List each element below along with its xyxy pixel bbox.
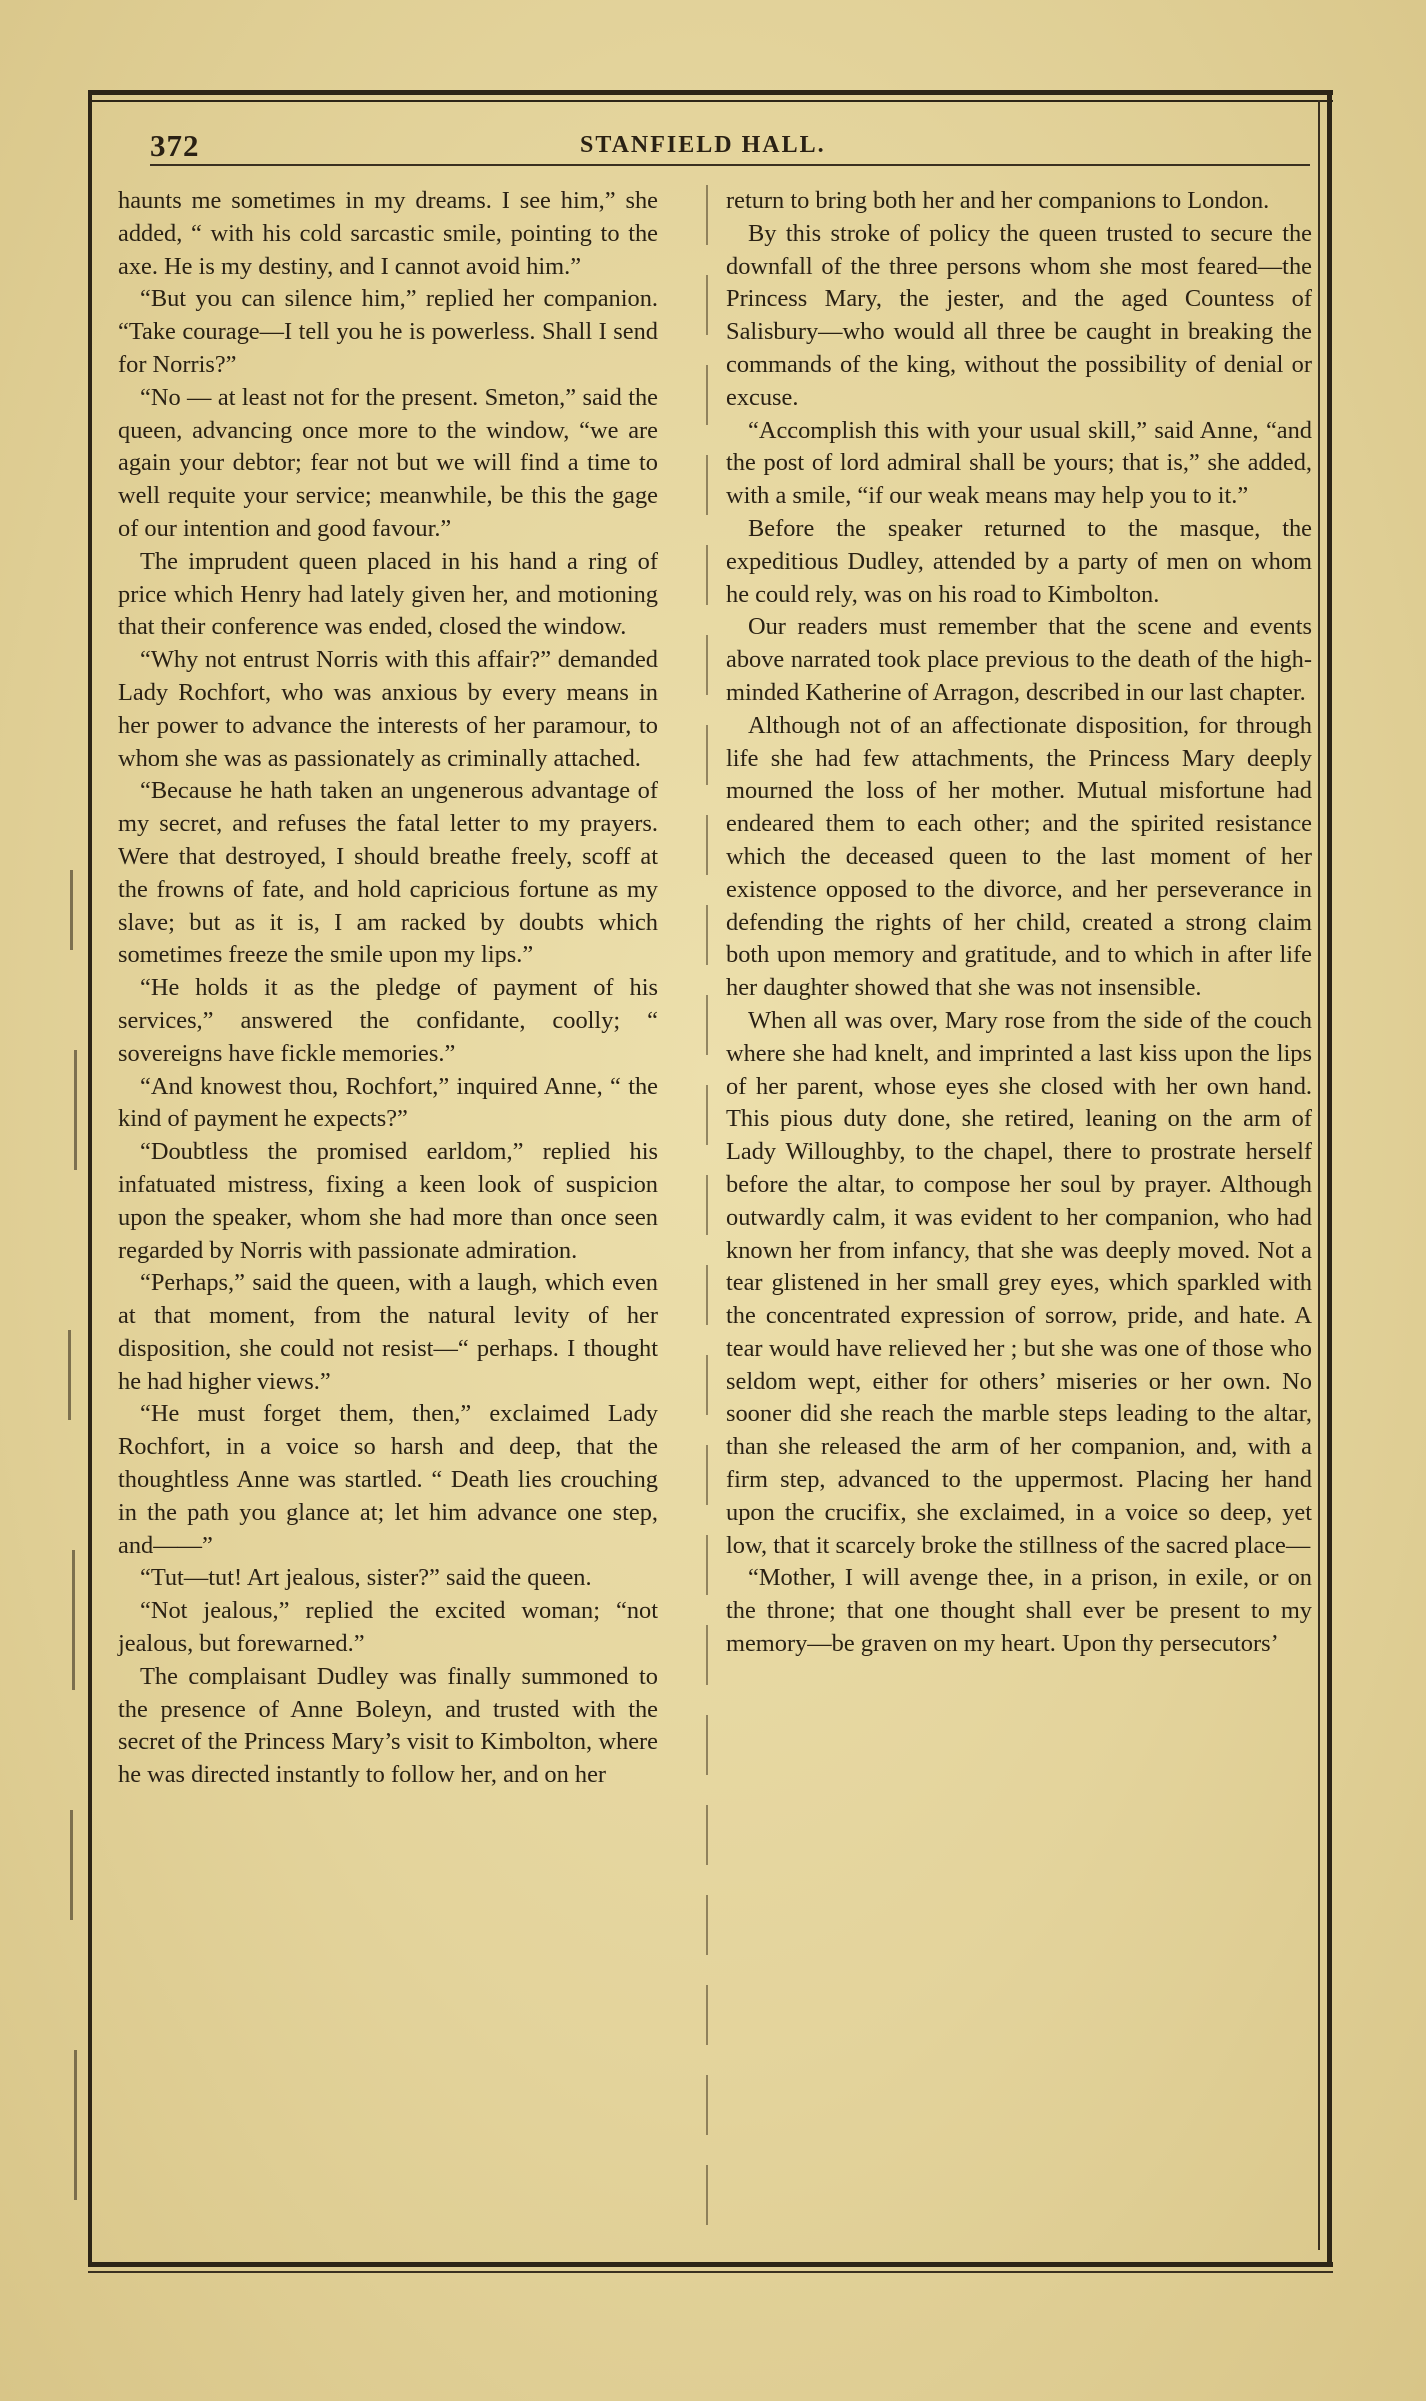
bottom-border-rule-thin [88,2271,1333,2273]
paragraph: “Accomplish this with your usual skill,” said Anne, “and the post of lord admiral shall be yours; that is,” she added, with a smile, “if our weak means may help you to it.” [726,416,1312,510]
paragraph: “Mother, I will avenge thee, in a prison, in exile, or on the throne; that one thought shall ever be present to my memory—be graven on my heart. Upon thy persecutors’ [726,1564,1312,1658]
margin-marks [60,850,90,2270]
paragraph: “He holds it as the pledge of payment of his services,” answered the confidante, coolly; “ sovereigns have fickle memories.” [118,974,658,1067]
paragraph: The complaisant Dudley was finally summoned to the presence of Anne Boleyn, and trusted with the secret of the Princess Mary’s visit to Kimbolton, where he was directed instantly to follow her, and on her [118,1662,658,1789]
paragraph: haunts me sometimes in my dreams. I see him,” she added, “ with his cold sarcastic smile, pointing to the axe. He is my destiny, and I cannot avoid him.” [118,187,658,280]
paragraph: By this stroke of policy the queen trusted to secure the downfall of the three persons whom she most feared—the Princess Mary, the jester, and the aged Countess of Salisbury—who would all three be caught in breaking the commands of the king, without the possibility of denial or excuse. [726,219,1312,411]
column-divider [706,185,708,2235]
paragraph: Our readers must remember that the scene and events above narrated took place previous to the death of the high-minded Katherine of Arragon, described in our last chapter. [726,613,1312,706]
margin-mark [68,1330,71,1420]
page-number: 372 [150,128,200,163]
paragraph: “Tut—tut! Art jealous, sister?” said the queen. [140,1564,592,1592]
top-border-rule [88,90,1333,95]
margin-mark [74,2050,77,2200]
right-column [726,185,1312,1661]
paragraph: Before the speaker returned to the masque, the expeditious Dudley, attended by a party of men on whom he could rely, was on his road to Kimbolton. [726,514,1312,608]
margin-mark [74,1050,77,1170]
paragraph: return to bring both her and her companions to London. [726,187,1270,214]
left-column [118,185,658,1792]
margin-mark [70,870,73,950]
top-border-rule-thin [88,100,1333,102]
paragraph: “Why not entrust Norris with this affair?” demanded Lady Rochfort, who was anxious by every means in her power to advance the interests of her paramour, to whom she was as passionately as criminally attached. [118,646,658,772]
page-header [150,128,1310,168]
paragraph: “Because he hath taken an ungenerous advantage of my secret, and refuses the fatal letter to my prayers. Were that destroyed, I should breathe freely, scoff at the frowns of fate, and hold capricious fortune as my slave; but as it is, I am racked by doubts which sometimes freeze the smile upon my lips.” [118,777,658,969]
paragraph: “He must forget them, then,” exclaimed Lady Rochfort, in a voice so harsh and deep, that the thoughtless Anne was startled. “ Death lies crouching in the path you glance at; let him advance one step, and——” [118,1400,658,1559]
paragraph: “And knowest thou, Rochfort,” inquired Anne, “ the kind of payment he expects?” [118,1072,658,1133]
margin-mark [72,1550,75,1690]
paragraph: “But you can silence him,” replied her companion. “Take courage—I tell you he is powerless. Shall I send for Norris?” [118,285,658,378]
paragraph: “No — at least not for the present. Smeton,” said the queen, advancing once more to the window, “we are again your debtor; fear not but we will find a time to well requite your service; meanwhile, be this the gage of our intention and good favour.” [118,383,658,542]
right-border [1327,92,1332,2262]
running-head: STANFIELD HALL. [580,132,826,158]
header-rule [150,164,1310,166]
paragraph: “Doubtless the promised earldom,” replied his infatuated mistress, fixing a keen look of suspicion upon the speaker, whom she had more than once seen regarded by Norris with passionate admiration. [118,1138,658,1264]
paragraph: When all was over, Mary rose from the side of the couch where she had knelt, and imprinted a last kiss upon the lips of her parent, whose eyes she closed with her own hand. This pious duty done, she retired, leaning on the arm of Lady Willoughby, to the chapel, there to prostrate herself before the altar, to compose her soul by prayer. Although outwardly calm, it was evident to her companion, who had known her from infancy, that she was deeply moved. Not a tear glistened in her small grey eyes, which sparkled with the concentrated expression of sorrow, pride, and hate. A tear would have relieved her ; but she was one of those who seldom wept, either for others’ miseries or her own. No sooner did she reach the marble steps leading to the altar, than she released the arm of her companion, and, with a firm step, advanced to the uppermost. Placing her hand upon the crucifix, she exclaimed, in a voice so deep, yet low, that it scarcely broke the stillness of the sacred place— [726,1006,1312,1559]
paragraph: The imprudent queen placed in his hand a ring of price which Henry had lately given her, and motioning that their conference was ended, closed the window. [118,547,658,641]
paragraph: Although not of an affectionate disposition, for through life she had few attachments, the Princess Mary deeply mourned the loss of her mother. Mutual misfortune had endeared them to each other; and the spirited resistance which the deceased queen to the last moment of her existence opposed to the divorce, and her perseverance in defending the rights of her child, created a strong claim both upon memory and gratitude, and to which in after life her daughter showed that she was not insensible. [726,711,1312,1002]
bottom-border-rule [88,2262,1333,2267]
margin-mark [70,1810,73,1920]
right-border-thin [1318,100,1320,2250]
paragraph: “Perhaps,” said the queen, with a laugh, which even at that moment, from the natural levity of her disposition, she could not resist—“ perhaps. I thought he had higher views.” [118,1269,658,1395]
paragraph: “Not jealous,” replied the excited woman; “not jealous, but forewarned.” [118,1597,658,1658]
